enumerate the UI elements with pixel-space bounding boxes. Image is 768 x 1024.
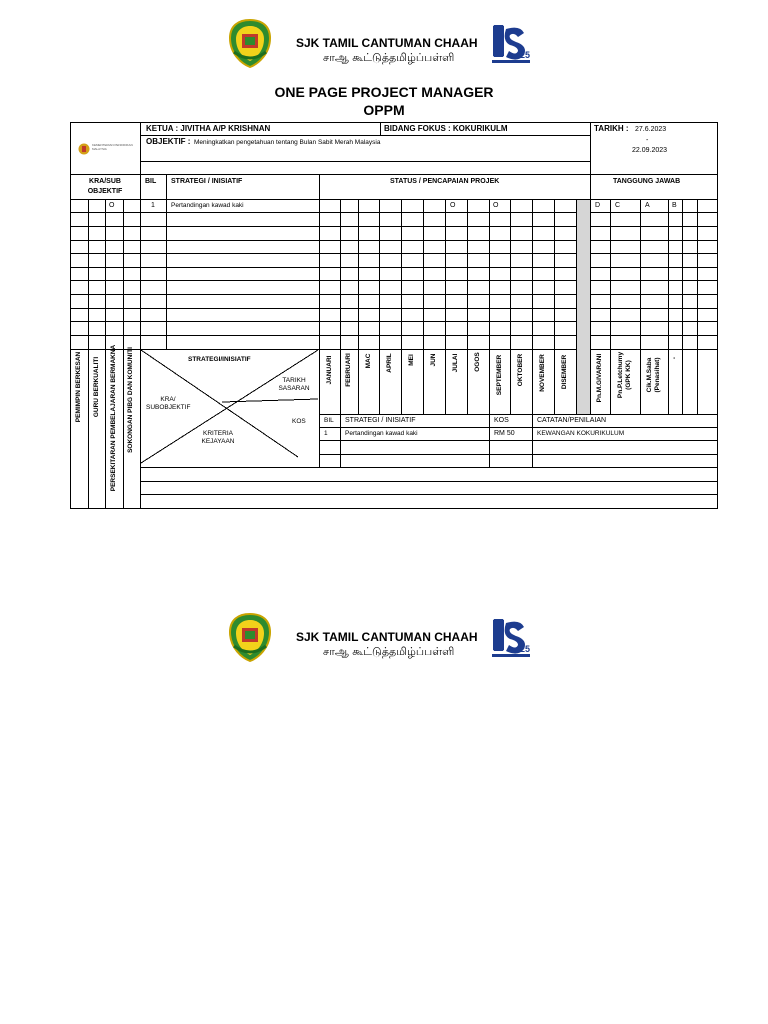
tanggung-jawab-header: TANGGUNG JAWAB [613, 178, 681, 185]
cost-catatan-header: CATATAN/PENILAIAN [537, 417, 607, 424]
school-name-tamil: சாஆ கூட்டுத்தமிழ்ப்பள்ளி [323, 51, 455, 64]
kra-guru-berkualiti: GURU BERKUALITI [93, 356, 100, 418]
cost-row-strategi: Pertandingan kawad kaki [345, 430, 418, 437]
objektif-text: Meningkatkan pengetahuan tentang Bulan Sabit Merah Malaysia [194, 139, 381, 146]
bil-header: BIL [145, 178, 157, 185]
month-april: APRIL [386, 353, 393, 373]
status-header: STATUS / PENCAPAIAN PROJEK [390, 178, 500, 185]
document-subtitle: OPPM [363, 102, 405, 118]
legend-kos: KOS [292, 418, 306, 425]
month-disember: DISEMBER [561, 354, 568, 390]
document-title: ONE PAGE PROJECT MANAGER [274, 84, 494, 100]
month-november: NOVEMBER [539, 354, 546, 392]
school-name: SJK TAMIL CANTUMAN CHAAH [296, 630, 478, 644]
month-mark-ogos: O [450, 202, 456, 209]
legend-tarikh-sasaran: TARIKH SASARAN [278, 377, 310, 392]
ministry-logo-text: KEMENTERIAN PENDIDIKAN MALAYSIA [92, 143, 133, 151]
cost-row-bil: 1 [324, 430, 328, 437]
tj-mark-b: B [672, 202, 677, 209]
month-julai: JULAI [452, 353, 459, 373]
tj-mark-c: C [615, 202, 621, 209]
month-ogos: OGOS [474, 352, 481, 372]
month-oktober: OKTOBER [517, 353, 524, 387]
svg-text:25: 25 [520, 50, 531, 60]
legend-strategi: STRATEGI/INISIATIF [188, 356, 251, 363]
month-januari: JANUARI [326, 355, 333, 385]
month-mei: MEI [408, 354, 415, 366]
tarikh-dash: - [646, 137, 649, 144]
cost-strategi-header: STRATEGI / INISIATIF [345, 417, 416, 424]
tj-name-saba: Cik.M.Saba (Penasihat) [646, 357, 661, 393]
cost-kos-header: KOS [494, 417, 509, 424]
tj-name-letchumy: Pn.P.Letchumy (GPK KK) [617, 351, 632, 399]
tj-mark-d: D [595, 202, 601, 209]
school-crest-logo [228, 612, 272, 662]
tj-name-givarani: Pn.M.GIVARANI [596, 353, 603, 403]
kra-mark: O [109, 202, 115, 209]
anniversary-badge-logo [490, 617, 532, 659]
tj-name-dash: - [671, 356, 678, 360]
objektif-label: OBJEKTIF : [146, 137, 191, 146]
school-name: SJK TAMIL CANTUMAN CHAAH [296, 36, 478, 50]
svg-text:25: 25 [520, 644, 531, 654]
ministry-logo [76, 138, 136, 160]
month-jun: JUN [430, 353, 437, 367]
strategi-header: STRATEGI / INISIATIF [171, 178, 243, 185]
kra-persekitaran: PERSEKITARAN PEMBELAJARAN BERMAKNA [110, 344, 117, 492]
tarikh-end: 22.09.2023 [632, 147, 668, 154]
row-bil: 1 [151, 202, 155, 209]
legend-kra: KRA/ SUBOBJEKTIF [146, 396, 191, 411]
kra-sokongan: SOKONGAN PIBG DAN KOMUNITI [127, 347, 134, 453]
month-september: SEPTEMBER [496, 354, 503, 396]
cost-row-kos: RM 50 [494, 430, 515, 437]
legend-kriteria: KRITERIA KEJAYAAN [201, 430, 235, 445]
school-name-tamil: சாஆ கூட்டுத்தமிழ்ப்பள்ளி [323, 645, 455, 658]
kra-pemimpin-berkesan: PEMIMPIN BERKESAN [75, 351, 82, 423]
tarikh-label: TARIKH : [594, 124, 629, 133]
cost-bil-header: BIL [324, 417, 334, 424]
tj-mark-a: A [645, 202, 650, 209]
month-mark-oktober: O [493, 202, 499, 209]
ketua-field: KETUA : JIVITHA A/P KRISHNAN [146, 124, 271, 133]
tarikh-start: 27.6.2023 [635, 126, 667, 133]
kra-header: KRA/SUB OBJEKTIF [87, 178, 123, 195]
cost-row-catatan: KEWANGAN KOKURIKULUM [537, 430, 625, 437]
row-strategi: Pertandingan kawad kaki [171, 202, 244, 209]
month-februari: FEBRUARI [345, 353, 352, 387]
month-mac: MAC [365, 353, 372, 369]
bidang-fokus-field: BIDANG FOKUS : KOKURIKULM [384, 124, 508, 133]
